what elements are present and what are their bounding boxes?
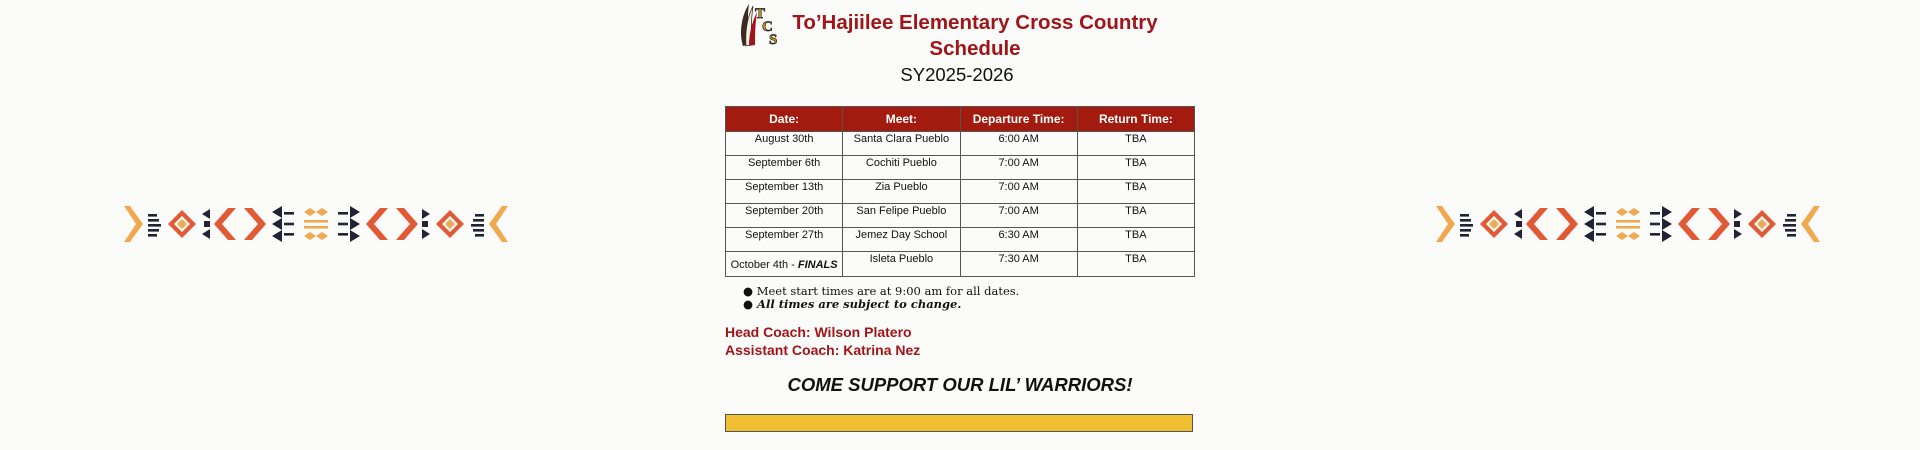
table-header-row [726, 107, 1195, 132]
col-date: Date: [726, 107, 843, 132]
date-cell: September 27th [726, 228, 843, 252]
departure-cell: 7:00 AM [960, 156, 1077, 180]
meet-cell: Isleta Pueblo [843, 252, 960, 277]
table-row [726, 156, 1195, 180]
schedule-title: To’Hajiilee Elementary Cross Country Schedule [792, 11, 1158, 60]
table-row [726, 132, 1195, 156]
slogan: COME SUPPORT OUR LIL’ WARRIORS! [787, 374, 1133, 395]
departure-cell: 7:00 AM [960, 204, 1077, 228]
date-cell [726, 252, 843, 277]
col-departure: Departure Time: [960, 107, 1077, 132]
svg-text:S: S [769, 32, 778, 48]
col-return: Return Time: [1077, 107, 1194, 132]
meet-cell: Jemez Day School [843, 228, 960, 252]
table-row [726, 180, 1195, 204]
table-row-finals [726, 252, 1195, 277]
return-cell: TBA [1077, 132, 1194, 156]
head-coach: Head Coach: Wilson Platero [725, 324, 912, 340]
svg-text:T: T [755, 6, 766, 22]
svg-text:C: C [762, 19, 773, 35]
finals-label: FINALS [797, 258, 838, 271]
meet-cell: Santa Clara Pueblo [843, 132, 960, 156]
return-cell: TBA [1077, 228, 1194, 252]
date-cell: September 6th [726, 156, 843, 180]
return-cell: TBA [1077, 204, 1194, 228]
date-text: October 4th - [730, 258, 798, 271]
schedule-table [725, 106, 1195, 277]
departure-cell: 6:00 AM [960, 132, 1077, 156]
date-cell: August 30th [726, 132, 843, 156]
meet-cell: San Felipe Pueblo [843, 204, 960, 228]
return-cell: TBA [1077, 252, 1194, 277]
col-meet: Meet: [843, 107, 960, 132]
date-cell: September 13th [726, 180, 843, 204]
departure-cell: 6:30 AM [960, 228, 1077, 252]
note-item [743, 298, 1019, 311]
date-cell: September 20th [726, 204, 843, 228]
notes-list [743, 285, 1019, 310]
departure-cell: 7:30 AM [960, 252, 1077, 277]
bullet-icon: ● [743, 284, 757, 298]
document-header [725, 0, 1195, 104]
note-subject-to-change: All times are subject to change. [757, 296, 962, 311]
decorative-band-left [124, 206, 508, 242]
return-cell: TBA [1077, 180, 1194, 204]
meet-cell: Cochiti Pueblo [843, 156, 960, 180]
departure-cell: 7:00 AM [960, 180, 1077, 204]
assistant-coach: Assistant Coach: Katrina Nez [725, 342, 921, 358]
yellow-footer-bar [725, 414, 1193, 432]
meet-cell: Zia Pueblo [843, 180, 960, 204]
school-year: SY2025-2026 [900, 64, 1014, 85]
table-row [726, 204, 1195, 228]
bullet-icon: ● [743, 296, 758, 311]
decorative-band-right [1436, 206, 1820, 242]
return-cell: TBA [1077, 156, 1194, 180]
schedule-document [725, 0, 1195, 395]
table-row [726, 228, 1195, 252]
note-start-time: Meet start times are at 9:00 am for all dates. [756, 284, 1020, 298]
